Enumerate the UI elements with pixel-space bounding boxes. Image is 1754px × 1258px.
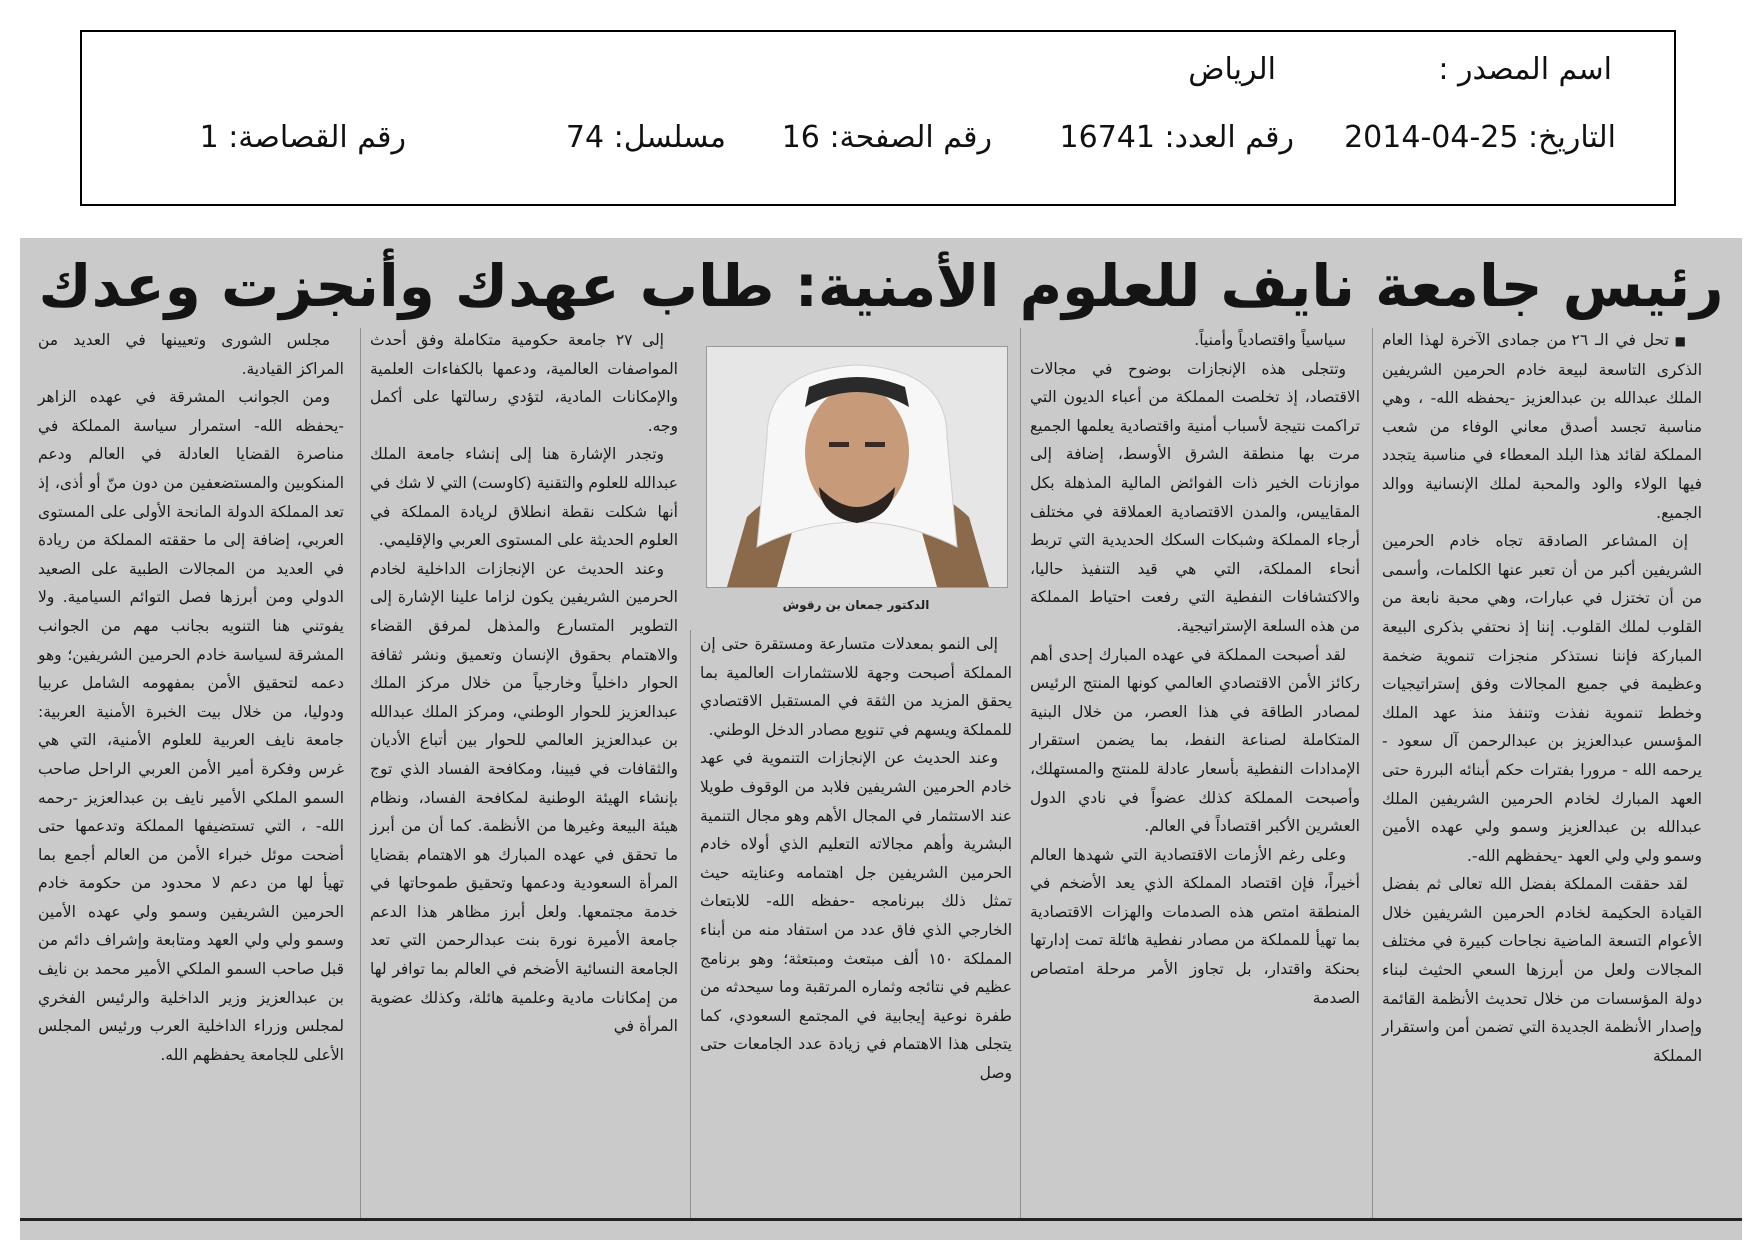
column-5-paragraph: مجلس الشورى وتعيينها في العديد من المراكز القيادية. (38, 331, 344, 378)
column-4-paragraph: وتجدر الإشارة هنا إلى إنشاء جامعة الملك عبدالله للعلوم والتقنية (كاوست) التي لا شك في أنها شكلت نقطة انطلاق لريادة المملكة في العلوم الحديثة على المستوى العربي والإقليمي. (370, 445, 678, 550)
source-label: اسم المصدر : (1438, 52, 1612, 87)
article-column-2 (1030, 326, 1360, 1012)
article-column-3 (700, 630, 1012, 1088)
author-photo (706, 346, 1008, 588)
column-1-paragraph: ■ تحل في الـ ٢٦ من جمادى الآخرة لهذا العام الذكرى التاسعة لبيعة خادم الحرمين الشريفين الملك عبدالله بن عبدالعزيز -يحفظه الله- ، وهي مناسبة تجسد أصدق معاني الوفاء من شعب المملكة لقائد هذا البلد المعطاء في مناسبة يتجدد فيها الولاء والود والمحبة لملك الإنسانية ووالد الجميع. (1382, 326, 1702, 527)
clipping-metadata-box (80, 30, 1676, 206)
column-4-paragraph: وعند الحديث عن الإنجازات الداخلية لخادم الحرمين الشريفين يكون لزاما علينا الإشارة إلى التطوير المتسارع والمذهل لمرفق القضاء والاهتمام بحقوق الإنسان وتعميق ونشر ثقافة الحوار داخلياً وخارجياً من خلال مركز الملك عبدالعزيز للحوار الوطني، ومركز الملك عبدالله بن عبدالعزيز العالمي للحوار بين أتباع الأديان والثقافات في فيينا، ومكافحة الفساد الذي توج بإنشاء الهيئة الوطنية لمكافحة الفساد، ونظام هيئة البيعة وغيرها من الأنظمة. كما أن من أبرز ما تحقق في عهده المبارك هو الاهتمام بقضايا المرأة السعودية ودعمها وتحقيق طموحاتها في خدمة مجتمعها. ولعل أبرز مظاهر هذا الدعم جامعة الأميرة نورة بنت عبدالرحمن التي تعد الجامعة النسائية الأضخم في العالم بما توافر لها من إمكانات مادية وعلمية هائلة، وكذلك عضوية المرأة في (370, 559, 678, 1036)
date-field: التاريخ: 25-04-2014 (1344, 120, 1616, 155)
article-column-1 (1382, 326, 1702, 1070)
column-2-paragraph: وتتجلى هذه الإنجازات بوضوح في مجالات الاقتصاد، إذ تخلصت المملكة من أعباء الديون التي تراكمت نتيجة لأسباب أمنية واقتصادية يعلمها الجميع مرت بها منطقة الشرق الأوسط، إضافة إلى موازنات الخير ذات الفوائض المالية المذهلة بكل المقاييس، والمدن الاقتصادية العملاقة في مختلف أرجاء المملكة وشبكات السكك الحديدية التي تربط أنحاء المملكة، التي هي قيد التنفيذ حاليا، والاكتشافات النفطية التي رفعت احتياط المملكة من هذه السلعة الإستراتيجية. (1030, 359, 1360, 635)
source-value: الرياض (1188, 52, 1276, 87)
clip-number-field: رقم القصاصة: 1 (199, 120, 406, 155)
column-1-paragraph: إن المشاعر الصادقة تجاه خادم الحرمين الشريفين أكبر من أن تعبر عنها الكلمات، وأسمى من أن تختزل في عبارات، وهي محبة نابعة من القلوب لملك القلوب. إننا إذ نحتفي بذكرى البيعة المباركة فإننا نستذكر منجزات تنموية ضخمة وعظيمة في جميع المجالات وفق إستراتيجيات وخطط تنموية نفذت وتنفذ منذ عهد الملك المؤسس عبدالعزيز بن عبدالرحمن آل سعود - يرحمه الله - مرورا بفترات حكم أبنائه البررة حتى العهد المبارك لخادم الحرمين الشريفين الملك عبدالله بن عبدالعزيز وسمو ولي عهده الأمين وسمو ولي ولي العهد -يحفظهم الله-. (1382, 532, 1702, 865)
photo-caption: الدكتور جمعان بن رقوش (782, 598, 930, 612)
newspaper-clipping (20, 238, 1742, 1240)
column-divider (1020, 328, 1021, 1218)
page-number-field: رقم الصفحة: 16 (781, 120, 992, 155)
column-2-paragraph: وعلى رغم الأزمات الاقتصادية التي شهدها العالم أخيراً، فإن اقتصاد المملكة الذي يعد الأضخم في المنطقة امتص هذه الصدمات والهزات الاقتصادية بما تهيأ للمملكة من مصادر نفطية هائلة تمت إدارتها بحنكة واقتدار، بل تجاوز الأمر مرحلة امتصاص الصدمة (1030, 845, 1360, 1007)
article-column-5 (38, 326, 344, 1069)
column-4-paragraph: إلى ٢٧ جامعة حكومية متكاملة وفق أحدث المواصفات العالمية، ودعمها بالكفاءات العلمية والإمكانات المادية، لتؤدي رسالتها على أكمل وجه. (370, 331, 678, 435)
column-5-paragraph: ومن الجوانب المشرقة في عهده الزاهر -يحفظه الله- استمرار سياسة المملكة في مناصرة القضايا العادلة في العالم ودعم المنكوبين والمستضعفين من دون منّ أو أذى، إذ تعد المملكة الدولة المانحة الأولى على المستوى العربي، إضافة إلى ما حققته المملكة من ريادة في العديد من المجالات الطبية على الصعيد الدولي ومن أبرزها فصل التوائم السيامية. ولا يفوتني هنا التنويه بجانب مهم من الجوانب المشرقة لسياسة خادم الحرمين الشريفين؛ وهو دعمه لتحقيق الأمن بمفهومه الشامل عربيا ودوليا، من خلال بيت الخبرة الأمنية العربية: جامعة نايف العربية للعلوم الأمنية، التي هي غرس وفكرة أمير الأمن العربي الراحل صاحب السمو الملكي الأمير نايف بن عبدالعزيز -رحمه الله- ، التي تستضيفها المملكة وتدعمها حتى أضحت موئل خبراء الأمن من العالم أجمع بما تهيأ لها من دعم لا محدود من حكومة خادم الحرمين الشريفين وسمو ولي عهده الأمين وسمو ولي ولي العهد ومتابعة وإشراف دائم من قبل صاحب السمو الملكي الأمير محمد بن نايف بن عبدالعزيز وزير الداخلية والرئيس الفخري لمجلس وزراء الداخلية العرب ورئيس المجلس الأعلى للجامعة يحفظهم الله. (38, 388, 344, 1064)
column-2-paragraph: لقد أصبحت المملكة في عهده المبارك إحدى أهم ركائز الأمن الاقتصادي العالمي كونها المنتج الرئيس لمصادر الطاقة في هذا العصر، من خلال البنية المتكاملة لصناعة النفط، بما يضمن استقرار الإمدادات النفطية بأسعار عادلة للمنتج والمستهلك، وأصبحت المملكة كذلك عضواً في نادي الدول العشرين الأكبر اقتصاداً في العالم. (1030, 645, 1360, 836)
column-divider (1372, 328, 1373, 1218)
portrait-image (707, 347, 1007, 587)
issue-number-field: رقم العدد: 16741 (1059, 120, 1294, 155)
column-3-paragraph: إلى النمو بمعدلات متسارعة ومستقرة حتى إن المملكة أصبحت وجهة للاستثمارات العالمية بما يحقق المزيد من الثقة في المستقبل الاقتصادي للمملكة ويسهم في تنويع مصادر الدخل الوطني. (700, 635, 1012, 739)
column-divider (360, 328, 361, 1218)
column-1-paragraph: لقد حققت المملكة بفضل الله تعالى ثم بفضل القيادة الحكيمة لخادم الحرمين الشريفين خلال الأعوام التسعة الماضية نجاحات كبيرة في مختلف المجالات ولعل من أبرزها السعي الحثيث لبناء دولة المؤسسات من خلال تحديث الأنظمة القائمة وإصدار الأنظمة الجديدة التي تضمن أمن واستقرار المملكة (1382, 875, 1702, 1065)
article-column-4 (370, 326, 678, 1041)
bottom-rule (20, 1218, 1742, 1221)
column-2-paragraph: سياسياً واقتصادياً وأمنياً. (1194, 331, 1346, 349)
column-divider (690, 630, 691, 1218)
column-3-paragraph: وعند الحديث عن الإنجازات التنموية في عهد خادم الحرمين الشريفين فلابد من الوقوف طويلا عند الاستثمار في المجال الأهم وهو مجال التنمية البشرية وأهم مجالاته التعليم الذي أولاه خادم الحرمين الشريفين جل اهتمامه وعنايته حيث تمثل ذلك ببرنامجه -حفظه الله- للابتعاث الخارجي الذي فاق عدد من استفاد منه من أبناء المملكة ١٥٠ ألف مبتعث ومبتعثة؛ وهو برنامج عظيم في نتائجه وثماره المرتقبة وما سيحدثه من طفرة نوعية إيجابية في المجتمع السعودي، كما يتجلى هذا الاهتمام في زيادة عدد الجامعات حتى وصل (700, 749, 1012, 1082)
article-headline: رئيس جامعة نايف للعلوم الأمنية: طاب عهدك وأنجزت وعدك (38, 252, 1724, 320)
serial-field: مسلسل: 74 (565, 120, 726, 155)
